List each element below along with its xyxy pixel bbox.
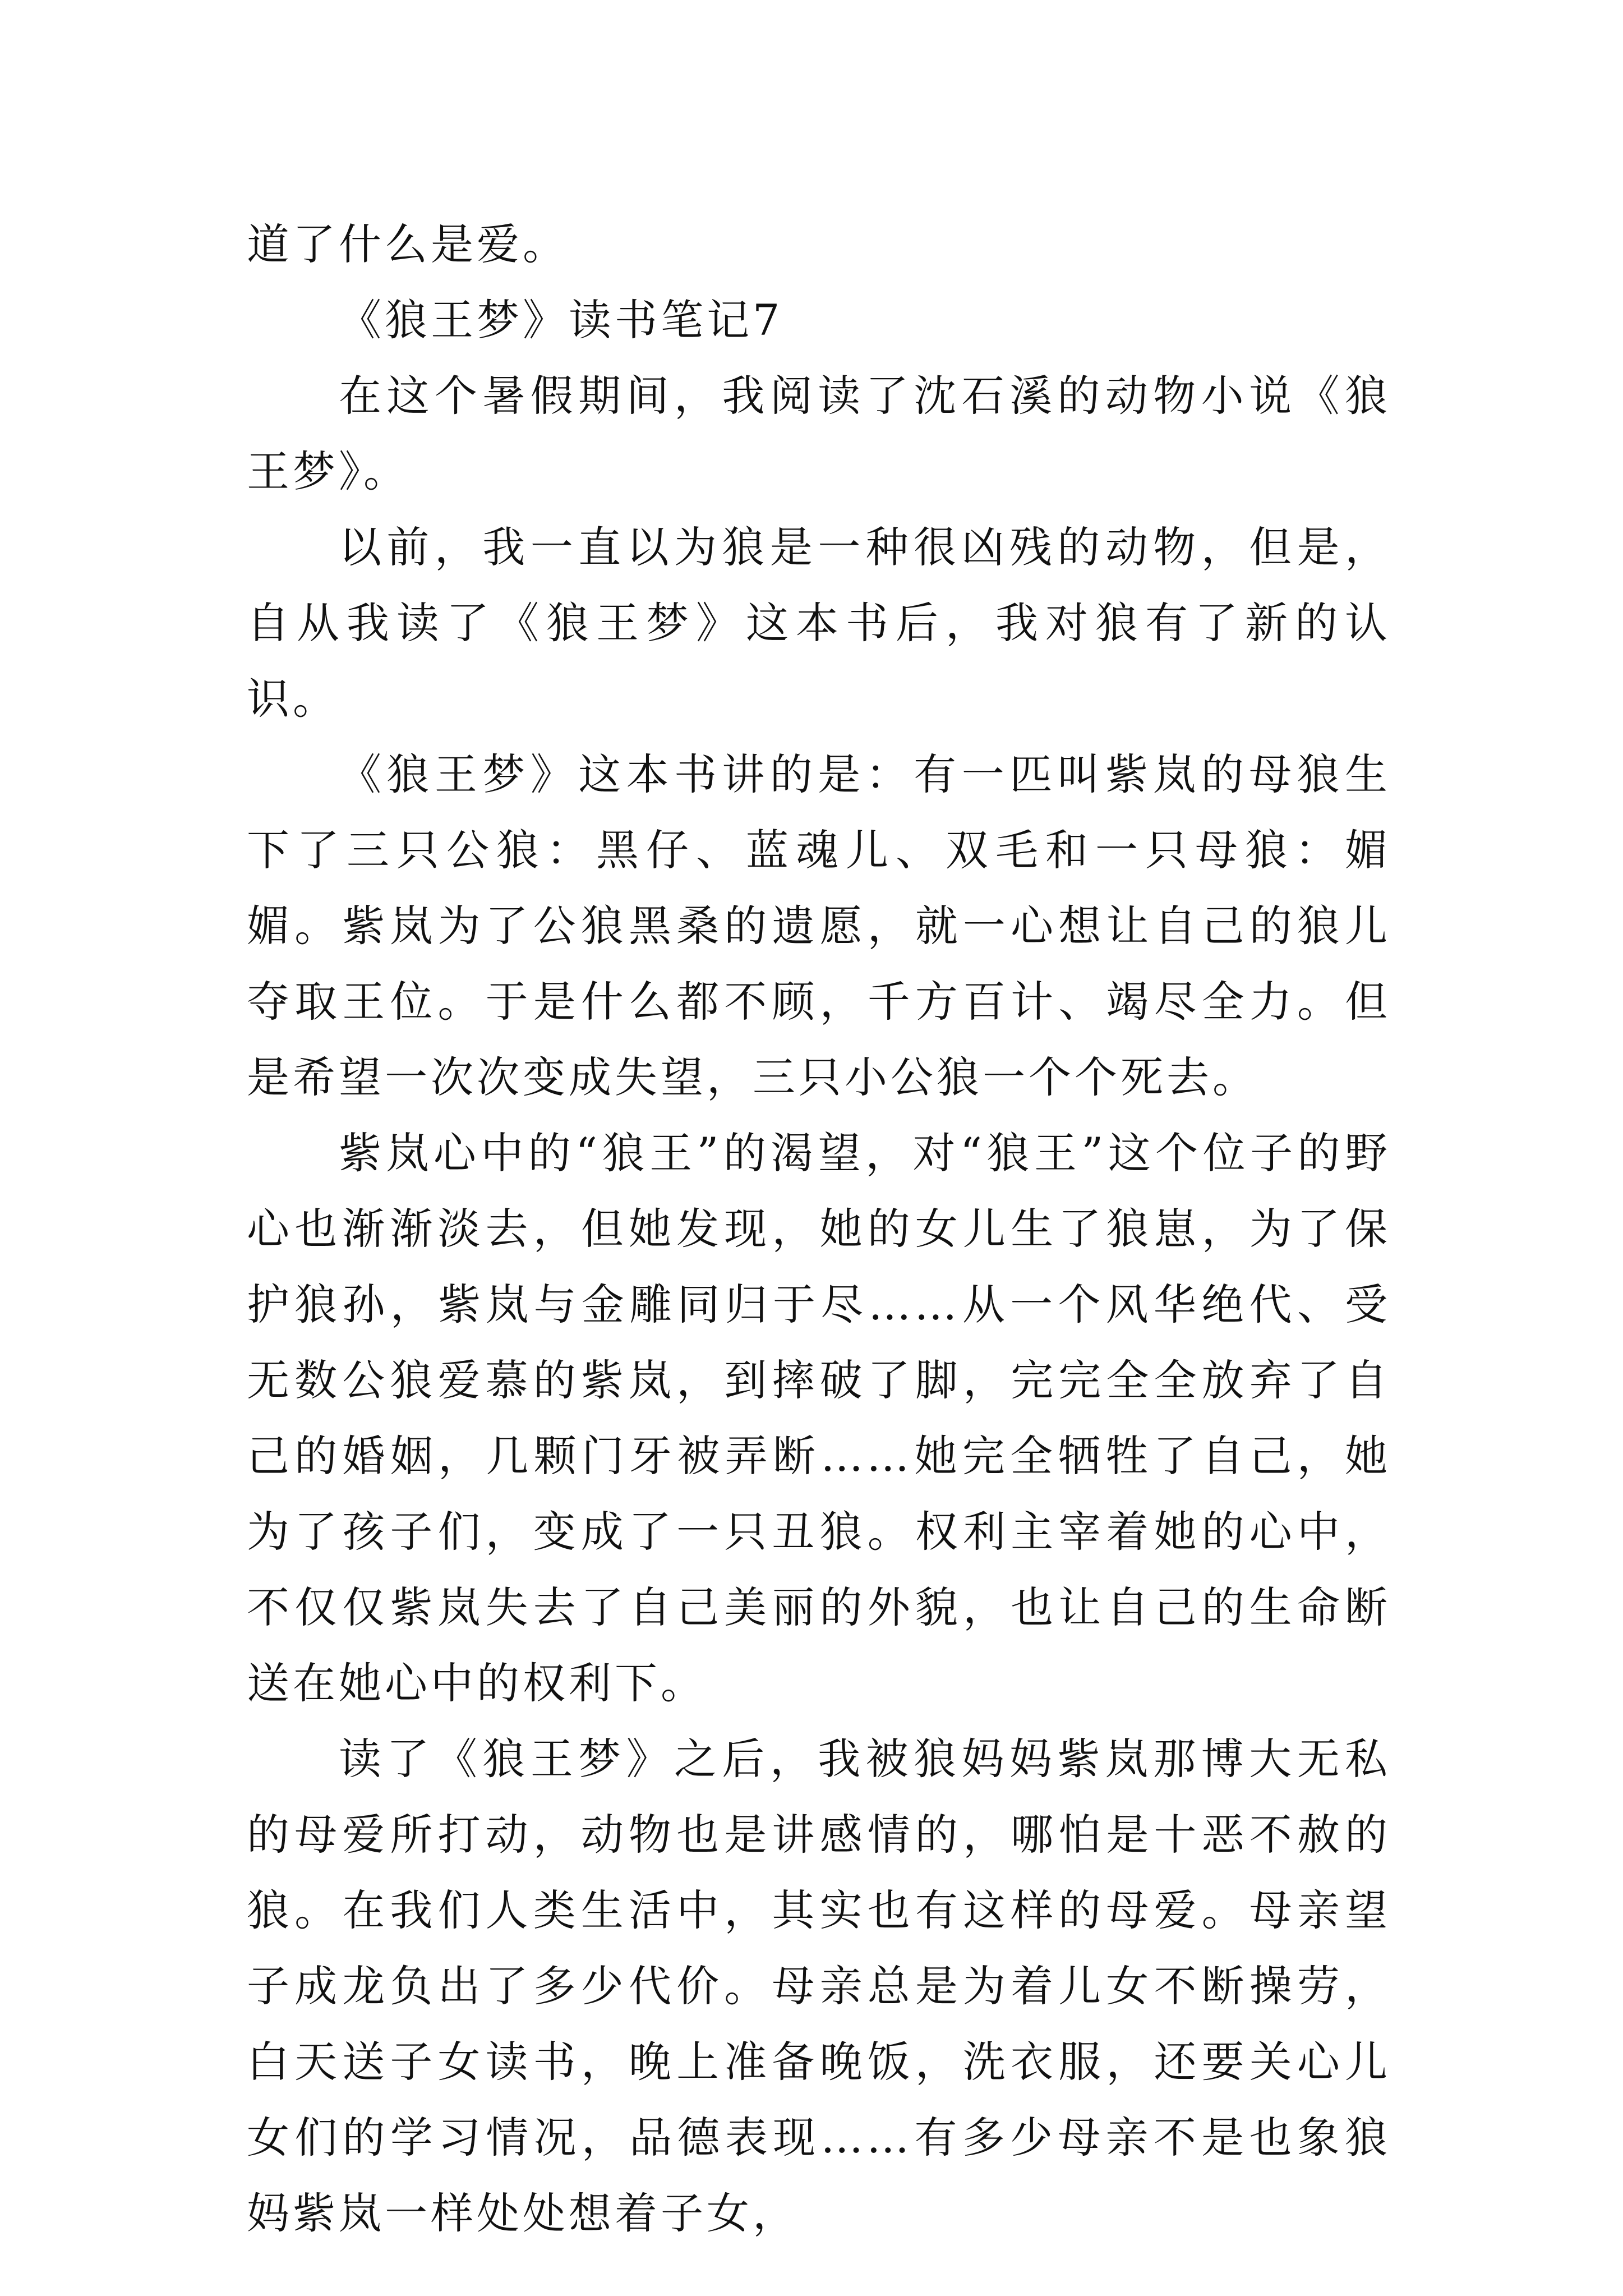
paragraph: 紫岚心中的“狼王”的渴望，对“狼王”这个位子的野心也渐渐淡去，但她发现，她的女儿生了狼崽，为了保护狼孙，紫岚与金雕同归于尽……从一个风华绝代、受无数公狼爱慕的紫岚，到摔破了脚，完完全全放弃了自己的婚姻，几颗门牙被弄断……她完全牺牲了自己，她为了孩子们，变成了一只丑狼。权利主宰着她的心中，不仅仅紫岚失去了自己美丽的外貌，也让自己的生命断送在她心中的权利下。 [247, 1128, 1391, 1708]
paragraph: 在这个暑假期间，我阅读了沈石溪的动物小说《狼王梦》。 [247, 371, 1391, 496]
paragraph: 以前，我一直以为狼是一种很凶残的动物，但是，自从我读了《狼王梦》这本书后，我对狼有了新的认识。 [247, 522, 1391, 724]
paragraph: 《狼王梦》这本书讲的是：有一匹叫紫岚的母狼生下了三只公狼：黑仔、蓝魂儿、双毛和一只母狼：媚媚。紫岚为了公狼黑桑的遗愿，就一心想让自己的狼儿夺取王位。于是什么都不顾，千方百计、竭尽全力。但是希望一次次变成失望，三只小公狼一个个死去。 [247, 749, 1391, 1102]
document-body [247, 206, 1391, 2251]
paragraph-continuation: 道了什么是爱。 [247, 219, 569, 269]
paragraph: 读了《狼王梦》之后，我被狼妈妈紫岚那博大无私的母爱所打动，动物也是讲感情的，哪怕是十恶不赦的狼。在我们人类生活中，其实也有这样的母爱。母亲望子成龙负出了多少代价。母亲总是为着儿女不断操劳，白天送子女读书，晚上准备晚饭，洗衣服，还要关心儿女们的学习情况，品德表现……有多少母亲不是也象狼妈紫岚一样处处想着子女， [247, 1734, 1391, 2238]
section-heading: 《狼王梦》读书笔记7 [339, 295, 783, 345]
